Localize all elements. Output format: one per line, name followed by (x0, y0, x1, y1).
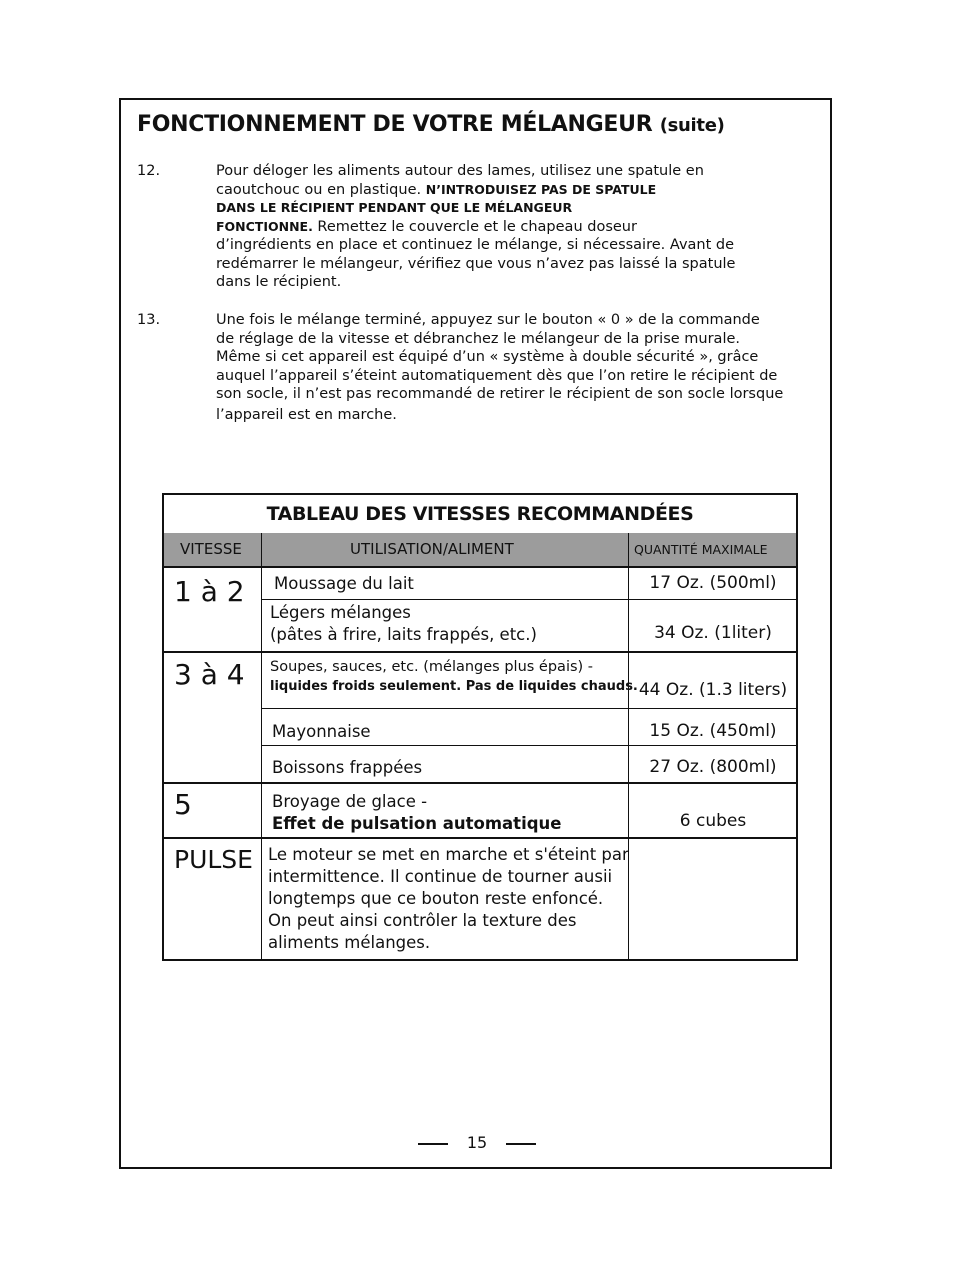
page-number: 15 (466, 1133, 488, 1152)
table-title: TABLEAU DES VITESSES RECOMMANDÉES (164, 495, 796, 535)
page-title: FONCTIONNEMENT DE VOTRE MÉLANGEUR (suite) (137, 112, 725, 137)
group-divider (164, 782, 796, 784)
group-divider (164, 837, 796, 839)
usage-text: Légers mélanges (pâtes à frire, laits frappés, etc.) (270, 603, 537, 644)
usage-text: Boissons frappées (272, 758, 423, 777)
divider (261, 533, 262, 961)
usage-text: Le moteur se met en marche et s'éteint par intermittence. Il continue de tourner ausii longtemps que ce bouton reste enfoncé. On peut ainsi contrôler la texture des aliments mélanges. (268, 845, 629, 952)
header-speed: VITESSE (180, 540, 242, 558)
quantity-text: 17 Oz. (500ml) (649, 573, 777, 593)
quantity-text: 15 Oz. (450ml) (649, 721, 777, 741)
header-quantity: QUANTITÉ MAXIMALE (634, 542, 768, 557)
group-divider (164, 651, 796, 653)
step-number: 13. (137, 312, 161, 328)
usage-text: Soupes, sauces, etc. (mélanges plus épais) - liquides froids seulement. Pas de liquides chauds. (270, 659, 638, 694)
table-header (164, 533, 796, 568)
step-text: Une fois le mélange terminé, appuyez sur le bouton « 0 » de la commande de réglage de la vitesse et débranchez le mélangeur de la prise murale. Même si cet appareil est équipé d’un « système à double sécurité », grâce auquel l’appareil s’éteint automatiquement dès que l’on retire le récipient de son socle, il n’est pas recommandé de retirer le récipient de son socle lorsque l’appareil est en marche. (216, 312, 784, 423)
usage-text: Moussage du lait (274, 574, 414, 593)
step-text: Pour déloger les aliments autour des lames, utilisez une spatule en caoutchouc ou en plastique. N’INTRODUISEZ PAS DE SPATULE DANS LE RÉCIPIENT PENDANT QUE LE MÉLANGEUR FONCTIONNE. Remettez le couvercle et le chapeau doseur d’ingrédients en place et continuez le mélange, si nécessaire. Avant de redémarrer le mélangeur, vérifiez que vous n’avez pas laissé la spatule dans le récipient. (216, 163, 736, 290)
quantity-text: 34 Oz. (1liter) (654, 623, 772, 643)
quantity-text: 6 cubes (679, 811, 747, 831)
speed-table (162, 493, 798, 961)
page-number-rule (506, 1143, 536, 1145)
speed-label: PULSE (174, 845, 253, 874)
speed-label: 5 (174, 788, 192, 821)
quantity-text: 27 Oz. (800ml) (649, 757, 777, 777)
row-divider (261, 599, 796, 600)
header-usage: UTILISATION/ALIMENT (350, 540, 514, 558)
usage-text: Mayonnaise (272, 722, 371, 741)
step-number: 12. (137, 163, 161, 179)
speed-label: 1 à 2 (174, 575, 245, 608)
quantity-text: 44 Oz. (1.3 liters) (638, 680, 788, 700)
row-divider (261, 708, 796, 709)
row-divider (261, 745, 796, 746)
usage-text: Broyage de glace - Effet de pulsation automatique (272, 792, 562, 833)
speed-label: 3 à 4 (174, 658, 245, 691)
